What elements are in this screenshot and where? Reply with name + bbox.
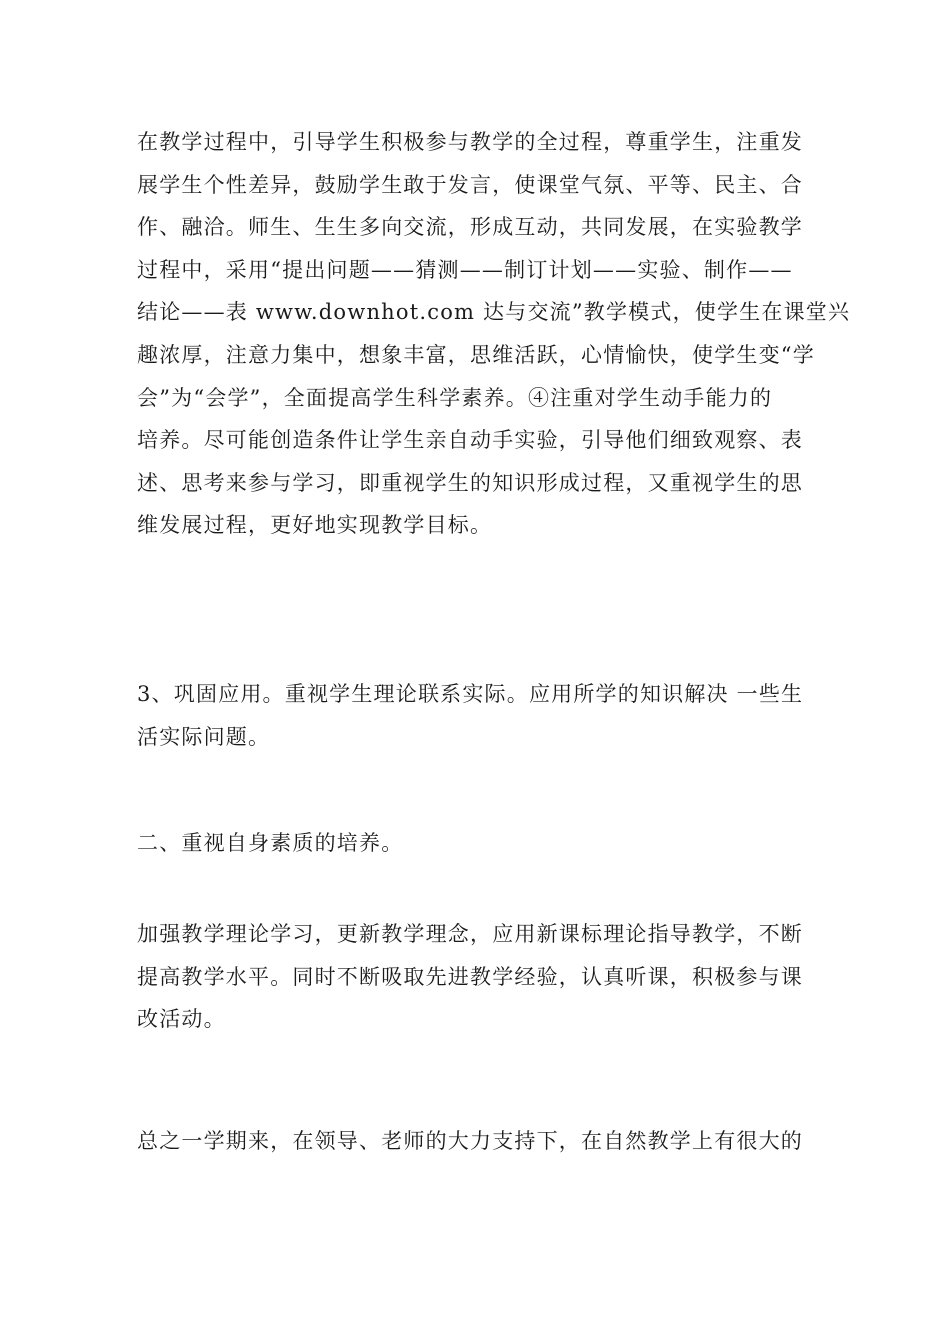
text-line: 活实际问题。 [137,724,271,749]
text-line: 二、重视自身素质的培养。 [137,831,404,855]
paragraph-summary [137,1120,827,1163]
text-line: 结论——表 www.downhot.com 达与交流”教学模式，使学生在课堂兴 [137,300,851,325]
text-line: 展学生个性差异，鼓励学生敢于发言，使课堂气氛、平等、民主、合 [137,172,803,197]
text-line: 总之一学期来，在领导、老师的大力支持下，在自然教学上有很大的 [137,1129,803,1153]
text-line: 培养。尽可能创造条件让学生亲自动手实验，引导他们细致观察、表 [137,428,803,453]
text-line: 加强教学理论学习，更新教学理念，应用新课标理论指导教学，不断 [137,922,803,946]
paragraph-theory-study [137,913,827,1041]
text-line: 趣浓厚，注意力集中，想象丰富，思维活跃，心情愉快，使学生变“学 [137,342,815,367]
paragraph-teaching-process [137,121,851,547]
text-line: 会”为“会学”，全面提高学生科学素养。④注重对学生动手能力的 [137,385,773,410]
text-line: 述、思考来参与学习，即重视学生的知识形成过程，又重视学生的思 [137,470,803,495]
text-line: 过程中，采用“提出问题——猜测——制订计划——实验、制作—— [137,257,793,282]
text-line: 提高教学水平。同时不断吸取先进教学经验，认真听课，积极参与课 [137,964,803,989]
text-line: 改活动。 [137,1007,226,1032]
paragraph-consolidate-application [137,673,827,758]
text-line: 在教学过程中，引导学生积极参与教学的全过程，尊重学生，注重发 [137,130,803,154]
text-line: 维发展过程，更好地实现教学目标。 [137,513,493,538]
text-line: 3、巩固应用。重视学生理论联系实际。应用所学的知识解决 一些生 [137,682,804,706]
section-heading-self-quality [137,822,827,865]
text-line: 作、融洽。师生、生生多向交流，形成互动，共同发展，在实验教学 [137,215,803,240]
